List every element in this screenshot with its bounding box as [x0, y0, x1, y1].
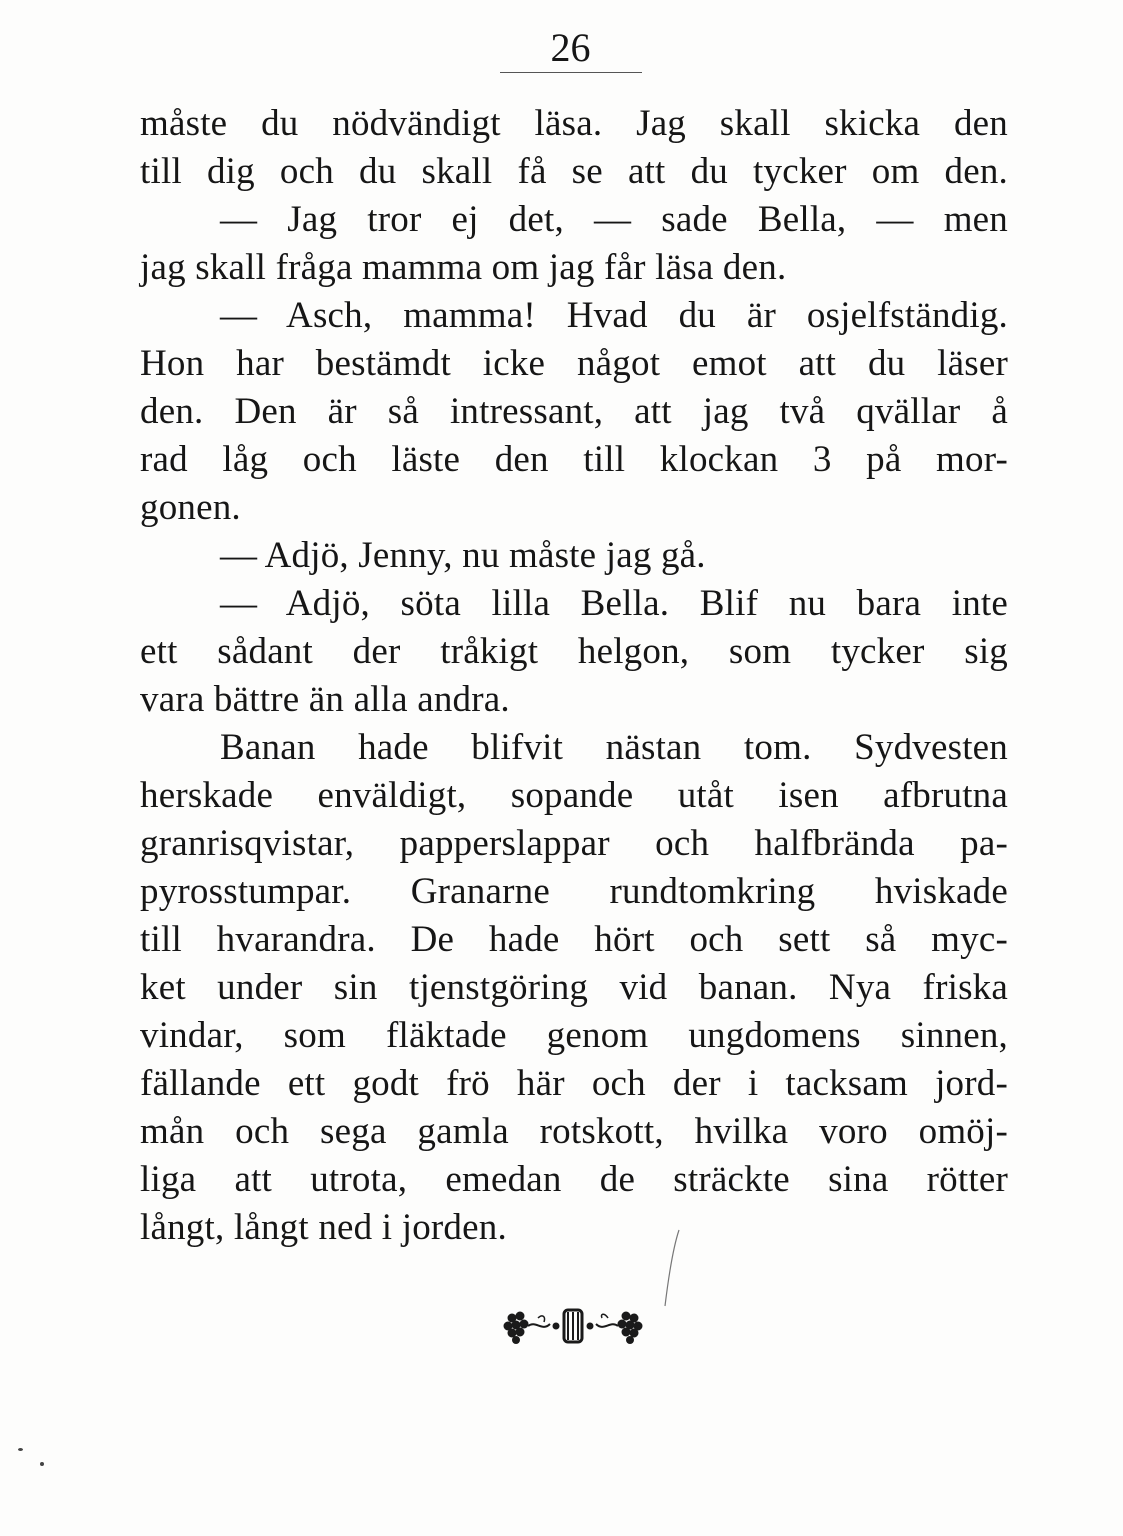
text-line: herskade enväldigt, sopande utåt isen afbrutna [140, 775, 1008, 816]
text-line: måste du nödvändigt läsa. Jag skall skicka den [140, 103, 1008, 144]
text-line: — Jag tror ej det, — sade Bella, — men [220, 199, 1008, 240]
text-line: liga att utrota, emedan de sträckte sina rötter [140, 1159, 1008, 1200]
text-line: vara bättre än alla andra. [140, 679, 510, 720]
grape-vine-ornament-icon [498, 1300, 648, 1350]
page-number: 26 [550, 25, 591, 70]
dust-speck [40, 1462, 44, 1466]
text-line: till hvarandra. De hade hört och sett så myc- [140, 919, 1008, 960]
text-line: granrisqvistar, papperslappar och halfbrända pa- [140, 823, 1008, 864]
text-line: fällande ett godt frö här och der i tacksam jord- [140, 1063, 1008, 1104]
text-line: långt, långt ned i jorden. [140, 1207, 507, 1248]
body-text [140, 100, 1008, 1252]
text-line: — Adjö, Jenny, nu måste jag gå. [220, 535, 706, 576]
text-line: ket under sin tjenstgöring vid banan. Nya friska [140, 967, 1008, 1008]
text-line: vindar, som fläktade genom ungdomens sinnen, [140, 1015, 1008, 1056]
text-line: den. Den är så intressant, att jag två qvällar å [140, 391, 1008, 432]
pencil-stroke-mark [655, 1228, 685, 1308]
text-line: Hon har bestämdt icke något emot att du läser [140, 343, 1008, 384]
text-line: — Asch, mamma! Hvad du är osjelfständig. [220, 295, 1008, 336]
text-line: mån och sega gamla rotskott, hvilka voro omöj- [140, 1111, 1008, 1152]
text-line: rad låg och läste den till klockan 3 på mor- [140, 439, 1008, 480]
text-line: pyrosstumpar. Granarne rundtomkring hviskade [140, 871, 1008, 912]
dust-speck [18, 1448, 23, 1451]
text-line: jag skall fråga mamma om jag får läsa den. [140, 247, 787, 288]
text-line: ett sådant der tråkigt helgon, som tycker sig [140, 631, 1008, 672]
text-line: gonen. [140, 487, 241, 528]
text-line: Banan hade blifvit nästan tom. Sydvesten [220, 727, 1008, 768]
text-line: — Adjö, söta lilla Bella. Blif nu bara inte [220, 583, 1008, 624]
page-number-rule [500, 72, 642, 73]
text-line: till dig och du skall få se att du tycker om den. [140, 151, 1008, 192]
